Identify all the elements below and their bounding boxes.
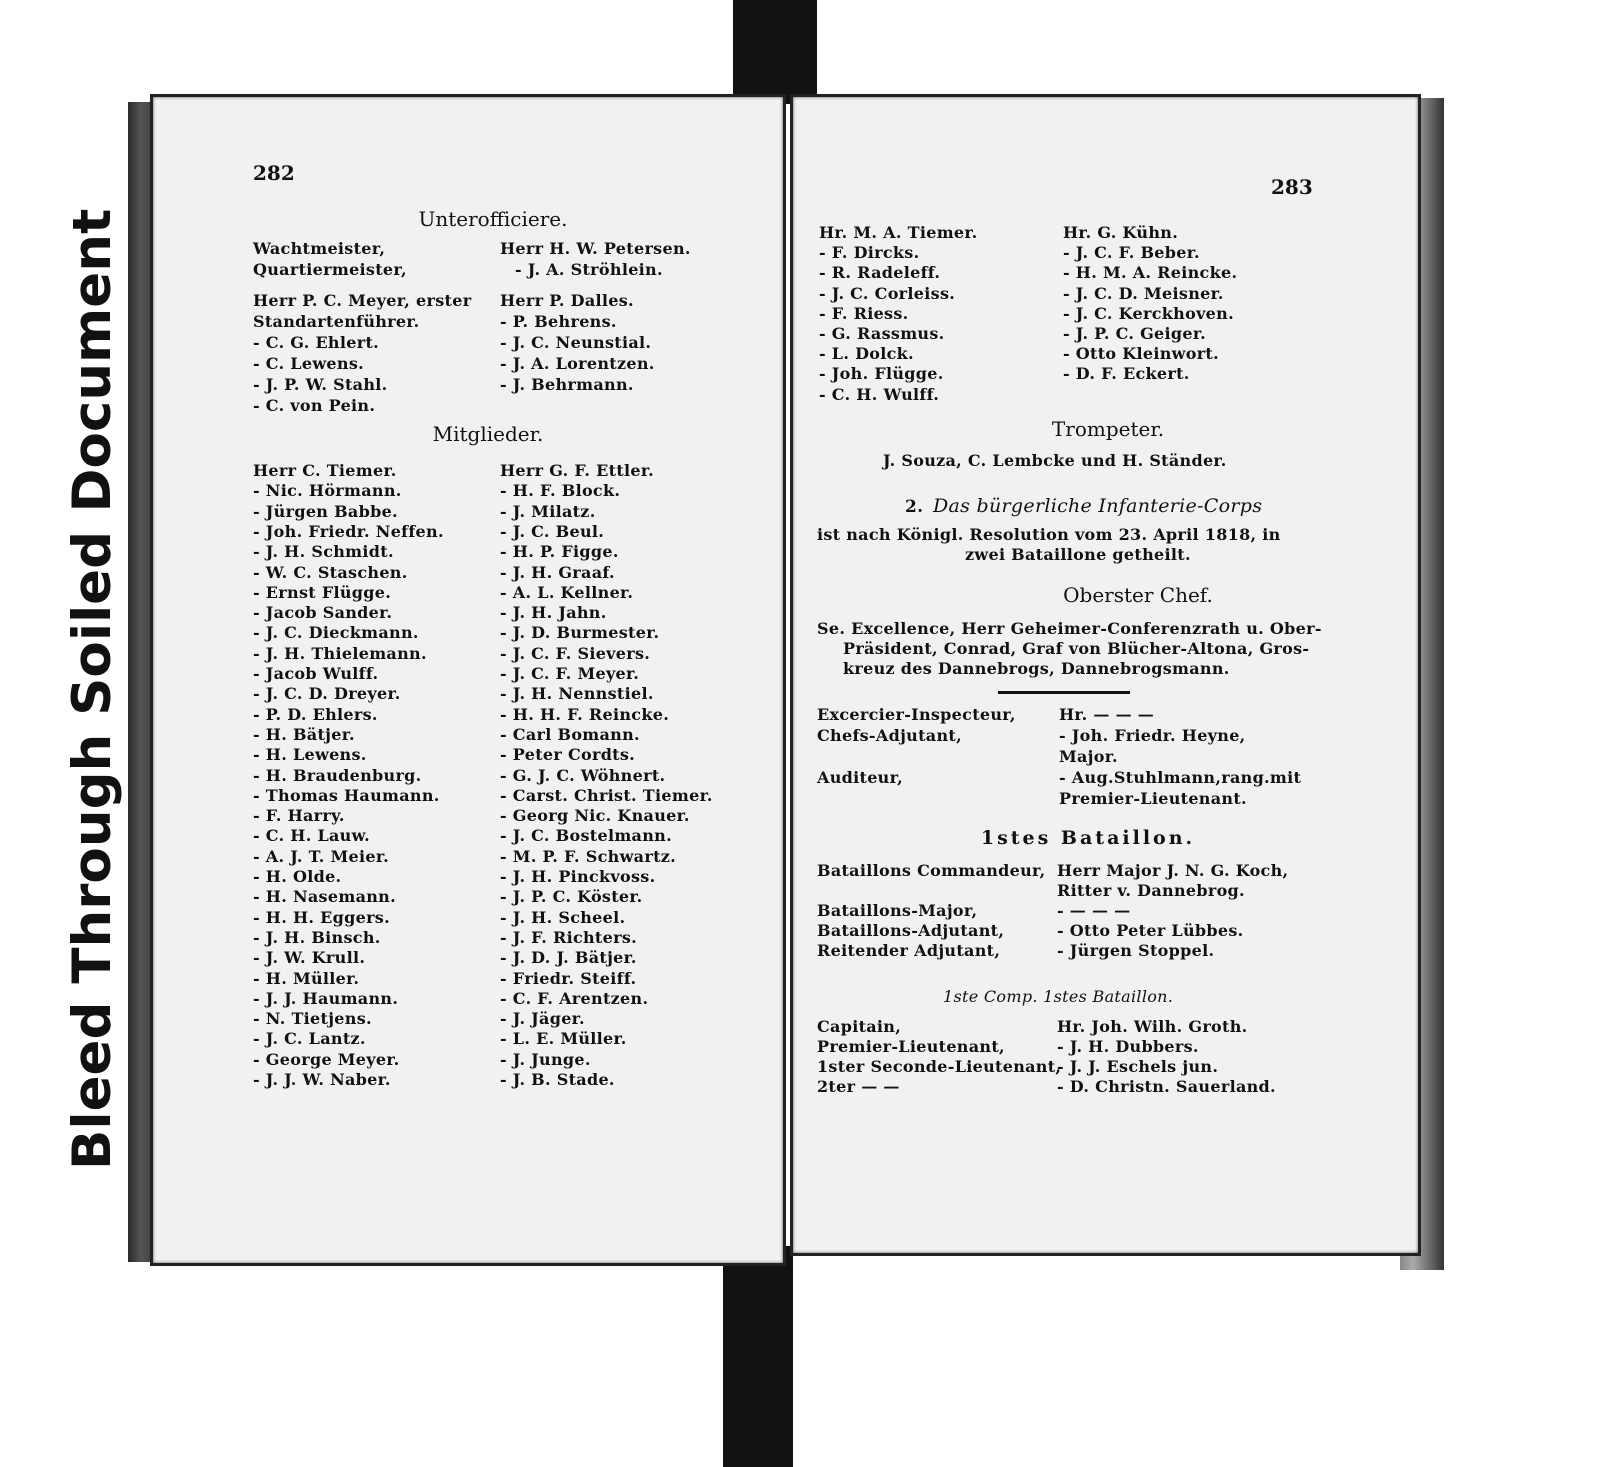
member-item: - H. Braudenburg. xyxy=(253,765,422,785)
member-item: - J. C. D. Dreyer. xyxy=(253,684,401,704)
member-item: - W. C. Staschen. xyxy=(253,562,408,582)
member-item: - H. F. Block. xyxy=(500,481,621,501)
member-item: - Peter Cordts. xyxy=(500,745,636,765)
trompeter-names: J. Souza, C. Lembcke und H. Ständer. xyxy=(883,451,1227,470)
staff-row-value: - Joh. Friedr. Heyne, xyxy=(1059,726,1246,745)
member-item: - J. C. F. Sievers. xyxy=(500,643,651,663)
list-item: Hr. G. Kühn. xyxy=(1063,223,1179,242)
list-item: - J. C. Kerckhoven. xyxy=(1063,303,1234,323)
member-item: - A. J. T. Meier. xyxy=(253,846,389,866)
staff-row-value: - Aug.Stuhlmann,rang.mit xyxy=(1059,768,1302,787)
list-item: - Joh. Flügge. xyxy=(819,364,944,384)
list-item: - R. Radeleff. xyxy=(819,263,941,283)
chef-line: kreuz des Dannebrogs, Dannebrogsmann. xyxy=(843,659,1230,678)
bataillon-row-value: - — — — xyxy=(1057,901,1131,920)
bataillon-row-value: - Otto Peter Lübbes. xyxy=(1057,921,1244,940)
section-title-bataillon: 1stes Bataillon. xyxy=(980,827,1196,849)
list-item: Herr P. Dalles. xyxy=(500,291,634,310)
list-item: Hr. M. A. Tiemer. xyxy=(819,223,978,242)
corps-number: 2. xyxy=(905,497,924,517)
side-label-word-1: Bleed xyxy=(61,1001,123,1170)
side-label xyxy=(56,160,128,1170)
section-title-mitglieder: Mitglieder. xyxy=(432,422,544,446)
member-item: - J. D. Burmester. xyxy=(500,623,660,643)
member-item: - Ernst Flügge. xyxy=(253,582,392,602)
member-item: - J. F. Richters. xyxy=(500,927,637,947)
company-row-label: 1ster Seconde-Lieutenant, xyxy=(817,1057,1062,1076)
corps-title: Das bürgerliche Infanterie-Corps xyxy=(933,495,1263,517)
staff-row-label: Chefs-Adjutant, xyxy=(817,726,962,745)
member-item: - J. C. Bostelmann. xyxy=(500,826,672,846)
rank-name: - J. A. Ströhlein. xyxy=(515,260,663,279)
list-item: - J. C. D. Meisner. xyxy=(1063,283,1224,303)
list-item: - J. C. Corleiss. xyxy=(819,283,956,303)
list-item: Standartenführer. xyxy=(253,312,420,331)
list-item: - C. G. Ehlert. xyxy=(253,333,380,352)
member-item: - J. Milatz. xyxy=(500,501,596,521)
list-item: - P. Behrens. xyxy=(500,312,617,331)
member-item: Herr G. F. Ettler. xyxy=(500,461,655,480)
list-item: - J. P. C. Geiger. xyxy=(1063,324,1207,343)
member-item: - J. H. Scheel. xyxy=(500,907,626,927)
list-item: - J. A. Lorentzen. xyxy=(500,354,655,373)
staff-row-value: Premier-Lieutenant. xyxy=(1059,789,1247,808)
bataillon-row-value: - Jürgen Stoppel. xyxy=(1057,941,1215,960)
member-item: - Jacob Sander. xyxy=(253,603,393,623)
list-item: - F. Dircks. xyxy=(819,243,920,263)
company-row-value: Hr. Joh. Wilh. Groth. xyxy=(1057,1017,1248,1036)
list-item: - D. F. Eckert. xyxy=(1063,364,1190,384)
section-title-trompeter: Trompeter. xyxy=(1051,417,1165,441)
member-item: - Carst. Christ. Tiemer. xyxy=(500,785,713,805)
list-item: Herr P. C. Meyer, erster xyxy=(253,291,472,310)
company-row-label: Premier-Lieutenant, xyxy=(817,1037,1005,1056)
list-item: - L. Dolck. xyxy=(819,344,914,364)
member-item: - J. Jäger. xyxy=(500,1009,585,1029)
list-item: - J. Behrmann. xyxy=(500,375,634,394)
member-item: - J. C. Lantz. xyxy=(253,1029,366,1049)
divider-rule xyxy=(998,691,1130,694)
staff-row-value: Hr. — — — xyxy=(1059,705,1155,724)
member-item: - J. Junge. xyxy=(500,1049,591,1069)
member-item: - J. P. C. Köster. xyxy=(500,887,643,907)
member-item: - J. H. Jahn. xyxy=(500,603,607,623)
member-item: - J. C. Beul. xyxy=(500,521,605,541)
section-title-unterofficiere: Unterofficiere. xyxy=(418,207,568,231)
chef-line: Präsident, Conrad, Graf von Blücher-Altona, Gros- xyxy=(843,639,1310,658)
bataillon-row-label: Bataillons-Adjutant, xyxy=(817,921,1005,940)
member-item: - C. F. Arentzen. xyxy=(500,988,649,1008)
member-item: - F. Harry. xyxy=(253,806,345,826)
list-item: - Otto Kleinwort. xyxy=(1063,344,1219,364)
bataillon-row-label: Reitender Adjutant, xyxy=(817,941,1001,960)
member-item: - Carl Bomann. xyxy=(500,724,640,744)
member-item: - J. D. J. Bätjer. xyxy=(500,948,637,968)
gutter-shadow-top xyxy=(733,0,817,104)
company-row-value: - D. Christn. Sauerland. xyxy=(1057,1077,1276,1096)
member-item: - J. H. Nennstiel. xyxy=(500,684,654,704)
list-item: - J. C. F. Beber. xyxy=(1063,243,1200,263)
member-item: - G. J. C. Wöhnert. xyxy=(500,765,666,785)
member-item: - J. H. Schmidt. xyxy=(253,542,394,562)
member-item: - J. W. Krull. xyxy=(253,948,366,968)
member-item: - P. D. Ehlers. xyxy=(253,704,378,724)
list-item: - C. H. Wulff. xyxy=(819,384,940,404)
member-item: - H. Nasemann. xyxy=(253,887,396,907)
member-item: - Nic. Hörmann. xyxy=(253,481,402,501)
list-item: - J. C. Neunstial. xyxy=(500,333,652,352)
member-item: - Jacob Wulff. xyxy=(253,664,379,683)
bataillon-row-value: Ritter v. Dannebrog. xyxy=(1057,881,1245,900)
member-item: - J. H. Thielemann. xyxy=(253,643,427,663)
member-item: - H. Bätjer. xyxy=(253,724,355,744)
staff-row-label: Excercier-Inspecteur, xyxy=(817,705,1016,724)
member-item: - J. J. Haumann. xyxy=(253,988,399,1008)
member-item: - J. C. F. Meyer. xyxy=(500,664,640,683)
member-item: - A. L. Kellner. xyxy=(500,582,634,602)
right-page xyxy=(790,94,1421,1256)
member-item: - C. H. Lauw. xyxy=(253,826,370,846)
member-item: - Jürgen Babbe. xyxy=(253,501,398,521)
member-item: - J. H. Pinckvoss. xyxy=(500,867,656,886)
page-number: 282 xyxy=(253,161,295,185)
staff-row-value: Major. xyxy=(1059,747,1118,766)
member-item: - Georg Nic. Knauer. xyxy=(500,806,690,826)
chef-line: Se. Excellence, Herr Geheimer-Conferenzrath u. Ober- xyxy=(817,619,1322,638)
side-label-word-3: Soiled Document xyxy=(61,208,123,716)
member-item: - Thomas Haumann. xyxy=(253,785,440,805)
list-item: - F. Riess. xyxy=(819,303,909,323)
member-item: - H. Müller. xyxy=(253,968,360,988)
company-row-label: Capitain, xyxy=(817,1017,902,1036)
member-item: Herr C. Tiemer. xyxy=(253,461,397,480)
member-item: - L. E. Müller. xyxy=(500,1029,627,1049)
list-item: - C. von Pein. xyxy=(253,396,376,415)
member-item: - H. P. Figge. xyxy=(500,542,619,562)
member-item: - M. P. F. Schwartz. xyxy=(500,846,677,866)
company-row-label: 2ter — — xyxy=(817,1077,900,1096)
member-item: - H. Lewens. xyxy=(253,745,367,765)
member-item: - N. Tietjens. xyxy=(253,1009,372,1029)
bataillon-row-label: Bataillons Commandeur, xyxy=(817,861,1046,880)
member-item: - H. H. F. Reincke. xyxy=(500,704,670,724)
member-item: - J. C. Dieckmann. xyxy=(253,623,419,643)
member-item: - H. Olde. xyxy=(253,867,342,886)
company-row-value: - J. J. Eschels jun. xyxy=(1057,1057,1219,1076)
gutter-shadow-bottom xyxy=(723,1246,793,1467)
member-item: - J. J. W. Naber. xyxy=(253,1070,391,1089)
page-number: 283 xyxy=(1271,175,1313,199)
left-page xyxy=(150,94,786,1266)
member-item: - J. B. Stade. xyxy=(500,1070,615,1089)
rank-name: Herr H. W. Petersen. xyxy=(500,239,691,258)
member-item: - Friedr. Steiff. xyxy=(500,968,637,988)
rank-label: Wachtmeister, xyxy=(253,239,386,258)
section-title-chef: Oberster Chef. xyxy=(1063,583,1213,607)
bataillon-row-value: Herr Major J. N. G. Koch, xyxy=(1057,861,1289,880)
list-item: - H. M. A. Reincke. xyxy=(1063,263,1238,283)
member-item: - J. H. Graaf. xyxy=(500,562,615,582)
member-item: - H. H. Eggers. xyxy=(253,907,390,927)
company-title: 1ste Comp. 1stes Bataillon. xyxy=(943,987,1174,1006)
corps-line: ist nach Königl. Resolution vom 23. April 1818, in xyxy=(817,525,1281,544)
member-item: - J. H. Binsch. xyxy=(253,927,381,947)
staff-row-label: Auditeur, xyxy=(817,768,904,787)
list-item: - J. P. W. Stahl. xyxy=(253,375,388,394)
list-item: - G. Rassmus. xyxy=(819,324,945,343)
bataillon-row-label: Bataillons-Major, xyxy=(817,901,978,920)
list-item: - C. Lewens. xyxy=(253,354,364,373)
member-item: - Joh. Friedr. Neffen. xyxy=(253,521,444,541)
company-row-value: - J. H. Dubbers. xyxy=(1057,1037,1199,1056)
corps-line: zwei Bataillone getheilt. xyxy=(965,545,1191,564)
member-item: - George Meyer. xyxy=(253,1049,400,1069)
rank-label: Quartiermeister, xyxy=(253,260,407,279)
side-label-word-2: Through xyxy=(61,733,123,984)
